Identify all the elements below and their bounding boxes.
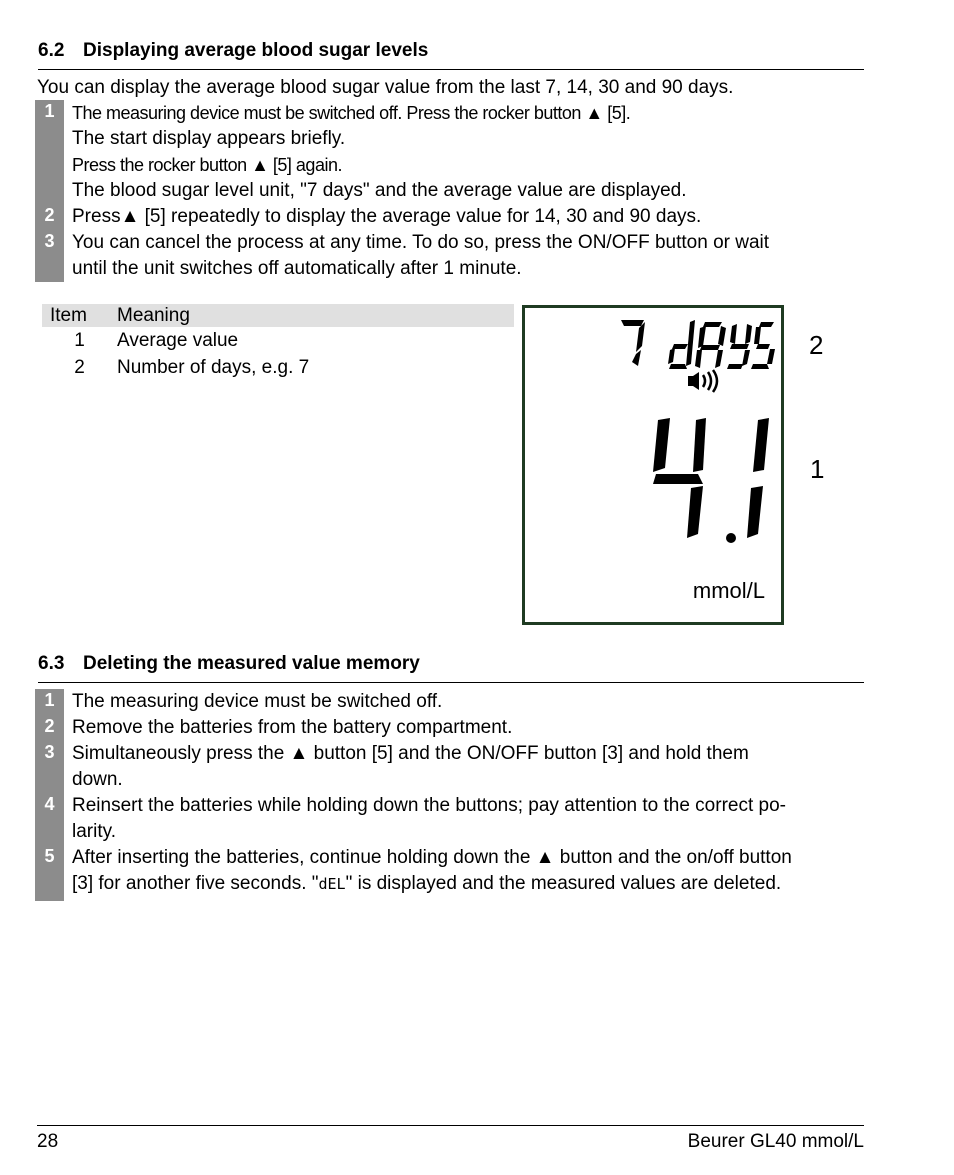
step-line: After inserting the batteries, continue holding down the ▲ button and the on/off button [72,847,792,868]
step-number: 2 [35,715,64,741]
step-line-part: [3] for another five seconds. " [72,873,319,894]
step [35,715,875,741]
step-number: 3 [35,230,64,282]
step-text [72,689,442,715]
step-line-part: " is displayed and the measured values are deleted. [345,873,782,894]
section-heading-6-3 [38,653,864,683]
step-line: down. [72,769,123,790]
step-number: 3 [35,741,64,793]
product-name: Beurer GL40 mmol/L [687,1131,864,1152]
step-line: Simultaneously press the ▲ button [5] and the ON/OFF button [3] and hold them [72,743,749,764]
step-line: until the unit switches off automatically after 1 minute. [72,258,522,279]
page-footer [37,1125,864,1153]
step [35,689,875,715]
step-text [72,230,769,282]
step-number: 4 [35,793,64,845]
step [35,845,875,901]
section-title: Deleting the measured value memory [83,653,420,674]
callout-2: 2 [809,330,824,360]
step [35,230,875,282]
step [35,793,875,845]
steps-list-6-3 [35,689,875,901]
step-number: 1 [35,689,64,715]
section-number: 6.2 [38,40,65,61]
step-text [72,715,512,741]
legend-header-meaning: Meaning [117,304,190,326]
section-title: Displaying average blood sugar levels [83,40,429,61]
step-line: Reinsert the batteries while holding down the buttons; pay attention to the correct po- [72,795,786,816]
lcd-segments [525,308,781,622]
step-line: Press the rocker button ▲ [5] again. [72,155,342,175]
intro-text: You can display the average blood sugar value from the last 7, 14, 30 and 90 days. [37,77,734,98]
section-number: 6.3 [38,653,65,674]
step-line [72,871,792,897]
step [35,741,875,793]
lcd-unit: mmol/L [692,578,765,603]
legend-table [42,304,514,381]
step [35,204,875,230]
step-line: Remove the batteries from the battery compartment. [72,717,513,738]
step-line: The measuring device must be switched off. Press the rocker button ▲ [5]. [72,103,631,123]
legend-row [42,327,514,354]
step-number: 1 [35,100,64,204]
steps-list-6-2 [35,100,875,282]
del-code: dEL [318,875,346,893]
legend-item: 1 [74,329,85,351]
step [35,100,875,204]
step-text [72,845,792,901]
step-line: Press▲ [5] repeatedly to display the average value for 14, 30 and 90 days. [72,206,702,227]
step-text [72,793,786,845]
step-number: 5 [35,845,64,901]
step-line: You can cancel the process at any time. To do so, press the ON/OFF button or wait [72,232,770,253]
callout-1: 1 [810,454,825,484]
lcd-display [522,305,784,625]
page-number: 28 [37,1131,59,1152]
legend-item: 2 [74,356,85,378]
step-line: The blood sugar level unit, "7 days" and the average value are displayed. [72,180,687,201]
step-line: The measuring device must be switched off. [72,691,443,712]
step-text [72,100,687,204]
step-text [72,741,749,793]
legend-header-item: Item [50,304,87,326]
legend-meaning: Number of days, e.g. 7 [117,356,310,378]
step-line: The start display appears briefly. [72,128,346,149]
section-heading-6-2 [38,40,864,70]
legend-meaning: Average value [117,329,239,351]
step-text [72,204,701,230]
step-line: larity. [72,821,116,842]
legend-row [42,354,514,381]
step-number: 2 [35,204,64,230]
legend-header [42,304,514,327]
